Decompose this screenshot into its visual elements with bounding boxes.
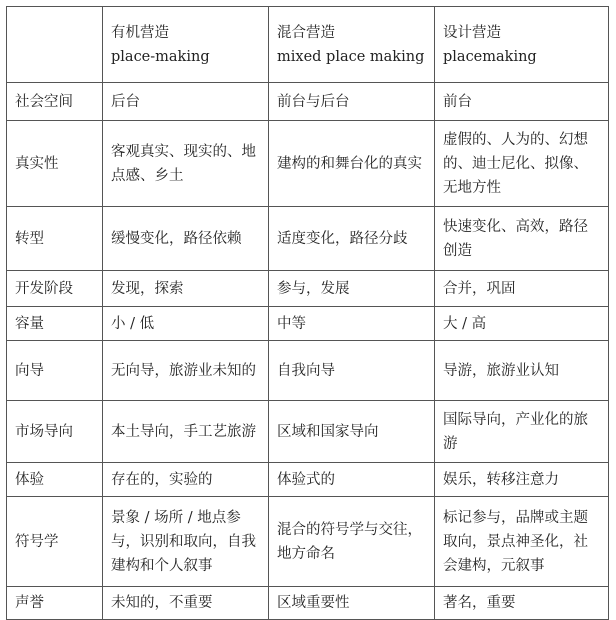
table-cell: 参与，发展 [269,271,435,307]
table-cell: 娱乐，转移注意力 [435,463,609,497]
table-cell: 缓慢变化，路径依赖 [103,207,269,271]
row-label: 容量 [7,307,103,341]
row-label: 声誉 [7,587,103,620]
table-cell: 前台与后台 [269,83,435,121]
row-label: 社会空间 [7,83,103,121]
row-label: 开发阶段 [7,271,103,307]
table-cell: 中等 [269,307,435,341]
table-cell: 前台 [435,83,609,121]
table-cell: 小 / 低 [103,307,269,341]
header-mixed-zh: 混合营造 [277,24,335,41]
row-label: 转型 [7,207,103,271]
table-cell: 未知的，不重要 [103,587,269,620]
table-cell: 导游，旅游业认知 [435,341,609,401]
table-cell: 适度变化，路径分歧 [269,207,435,271]
table-cell: 景象 / 场所 / 地点参与，识别和取向，自我建构和个人叙事 [103,497,269,587]
table-cell: 客观真实、现实的、地点感、乡土 [103,121,269,207]
row-label: 真实性 [7,121,103,207]
table-cell: 合并，巩固 [435,271,609,307]
table-cell: 混合的符号学与交往，地方命名 [269,497,435,587]
row-label: 符号学 [7,497,103,587]
table-cell: 本土导向，手工艺旅游 [103,401,269,463]
placemaking-comparison-table [6,6,609,620]
table-row [7,497,609,587]
table-cell: 著名，重要 [435,587,609,620]
header-designed-zh: 设计营造 [443,24,501,41]
table-cell: 大 / 高 [435,307,609,341]
table-row [7,341,609,401]
row-label: 市场导向 [7,401,103,463]
table-row [7,207,609,271]
header-organic-en: place-making [111,48,210,65]
table-cell: 体验式的 [269,463,435,497]
table-cell: 自我向导 [269,341,435,401]
header-row [7,7,609,83]
table-row [7,271,609,307]
table-row [7,83,609,121]
header-designed [435,7,609,83]
table-cell: 存在的，实验的 [103,463,269,497]
header-mixed-en: mixed place making [277,48,425,65]
table-row [7,463,609,497]
table-row [7,401,609,463]
header-organic [103,7,269,83]
header-corner-cell [7,7,103,83]
table-cell: 无向导，旅游业未知的 [103,341,269,401]
header-organic-zh: 有机营造 [111,24,169,41]
table-cell: 区域重要性 [269,587,435,620]
row-label: 体验 [7,463,103,497]
table-cell: 标记参与，品牌或主题取向，景点神圣化，社会建构，元叙事 [435,497,609,587]
table-cell: 建构的和舞台化的真实 [269,121,435,207]
row-label: 向导 [7,341,103,401]
table-cell: 国际导向，产业化的旅游 [435,401,609,463]
table-row [7,587,609,620]
table-cell: 虚假的、人为的、幻想的、迪士尼化、拟像、无地方性 [435,121,609,207]
header-mixed [269,7,435,83]
table-cell: 快速变化、高效，路径创造 [435,207,609,271]
comparison-table-container [6,6,609,620]
table-cell: 发现，探索 [103,271,269,307]
header-designed-en: placemaking [443,48,537,65]
table-cell: 后台 [103,83,269,121]
table-row [7,307,609,341]
table-row [7,121,609,207]
table-cell: 区域和国家导向 [269,401,435,463]
